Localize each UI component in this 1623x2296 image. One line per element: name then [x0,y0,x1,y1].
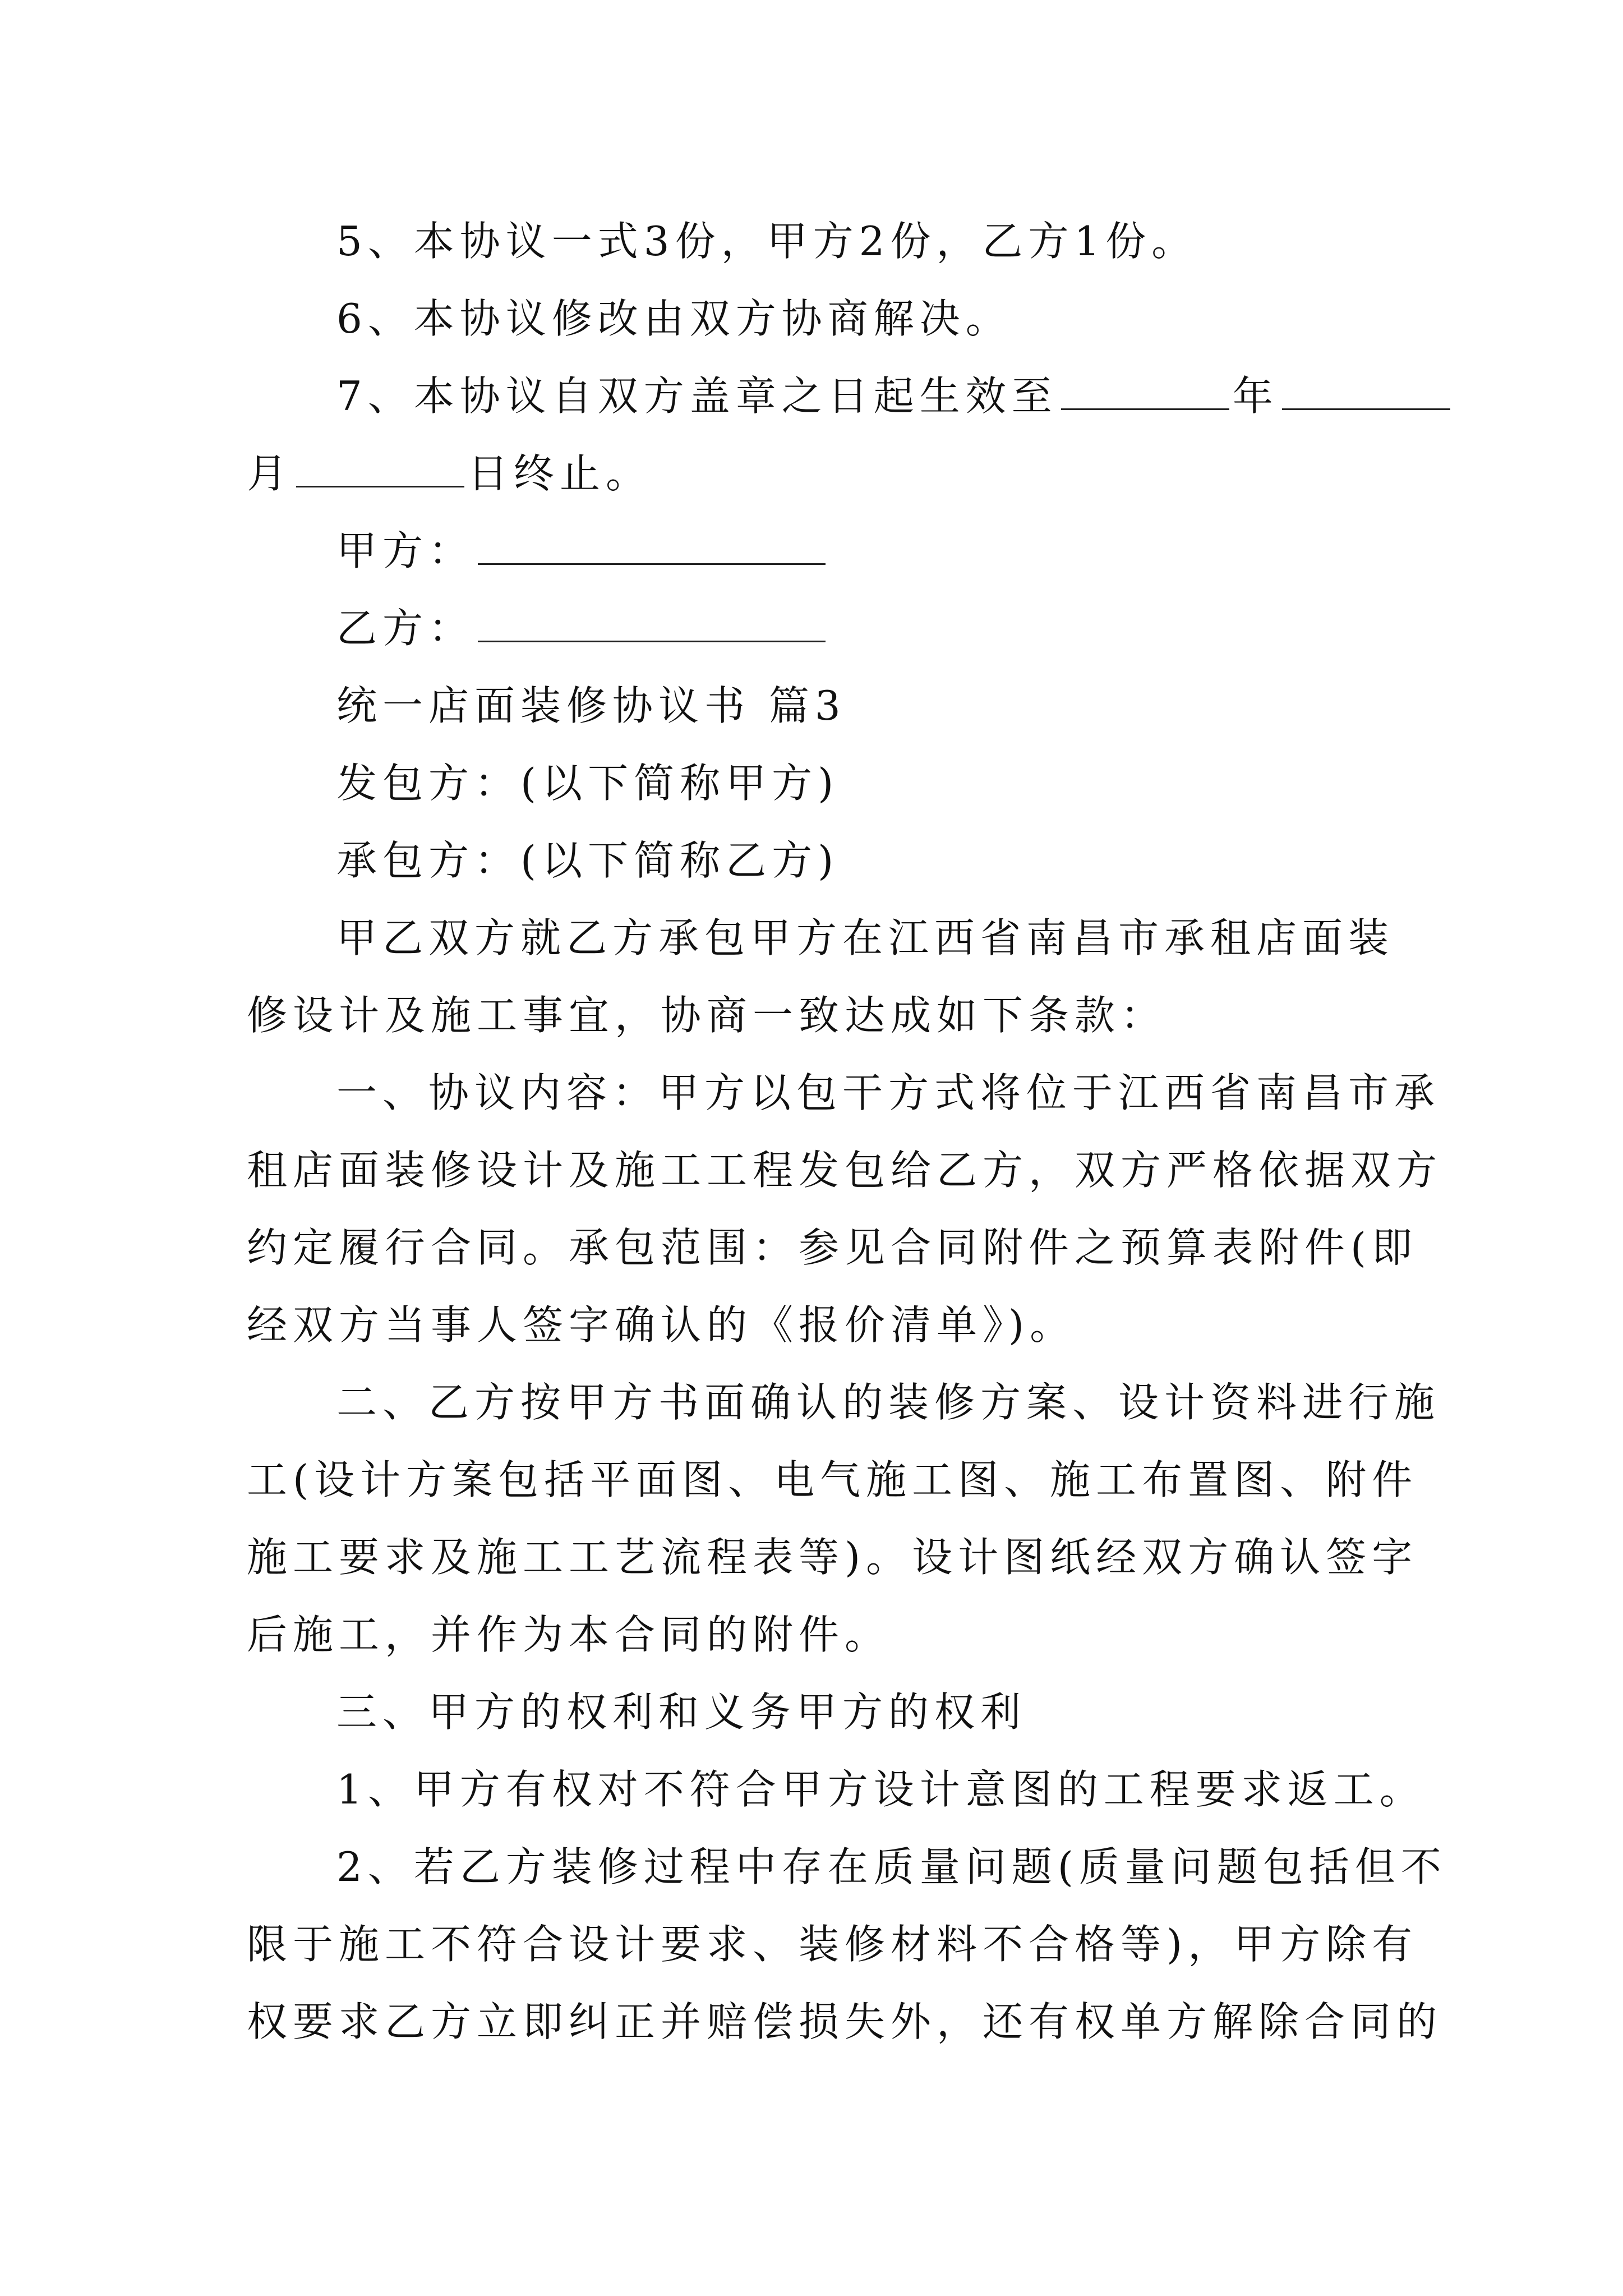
employer-text: 发包方：(以下简称甲方) [336,760,840,807]
employer-line [336,755,839,811]
clause-6 [336,291,1012,347]
right-2-line-1: 2、若乙方装修过程中存在质量问题(质量问题包括但不 [336,1843,1447,1890]
article-2-line-1: 二、乙方按甲方书面确认的装修方案、设计资料进行施 [336,1379,1441,1426]
day-blank [296,447,464,487]
clause-5 [336,213,1197,269]
year-blank [1061,369,1229,410]
article-2-line-4: 后施工，并作为本合同的附件。 [247,1611,891,1658]
clause-7-text: 7、本协议自双方盖章之日起生效至 [336,372,1058,420]
party-a-blank [478,524,826,565]
article-1-line-3: 约定履行合同。承包范围：参见合同附件之预算表附件(即 [247,1224,1418,1271]
clause-7 [336,368,1454,424]
right-2-line-3: 权要求乙方立即纠正并赔偿损失外，还有权单方解除合同的 [247,1998,1443,2045]
article-2-line-2: 工(设计方案包括平面图、电气施工图、施工布置图、附件 [247,1456,1418,1503]
party-a-signature [336,523,829,579]
contractor-text: 承包方：(以下简称乙方) [336,837,840,884]
article-1-line-2: 租店面装修设计及施工工程发包给乙方，双方严格依据双方 [247,1147,1443,1194]
right-1: 1、甲方有权对不符合甲方设计意图的工程要求返工。 [336,1766,1426,1813]
article-3-heading: 三、甲方的权利和义务甲方的权利 [336,1688,1027,1736]
clause-6-text: 6、本协议修改由双方协商解决。 [336,295,1012,342]
clause-5-text: 5、本协议一式3份，甲方2份，乙方1份。 [336,218,1198,265]
party-b-blank [478,601,826,642]
termination-text: 日终止。 [468,450,652,497]
article-2-line-3: 施工要求及施工工艺流程表等)。设计图纸经双方确认签字 [247,1534,1418,1581]
right-2-line-2: 限于施工不符合设计要求、装修材料不合格等)，甲方除有 [247,1921,1418,1968]
section-title [336,678,846,734]
section-title-text: 统一店面装修协议书 篇3 [336,682,846,729]
month-label: 月 [247,450,293,497]
party-a-label: 甲方： [336,527,475,574]
clause-7-continued [247,445,652,501]
contractor-line [336,832,839,889]
year-label: 年 [1232,372,1279,420]
party-b-label: 乙方： [336,605,475,652]
intro-paragraph-line-2: 修设计及施工事宜，协商一致达成如下条款： [247,992,1167,1039]
article-1-line-1: 一、协议内容：甲方以包干方式将位于江西省南昌市承 [336,1069,1441,1116]
article-1-line-4: 经双方当事人签字确认的《报价清单》)。 [247,1301,1076,1349]
party-b-signature [336,600,829,656]
intro-paragraph-line-1: 甲乙双方就乙方承包甲方在江西省南昌市承租店面装 [336,914,1395,961]
month-blank-start [1282,369,1450,410]
